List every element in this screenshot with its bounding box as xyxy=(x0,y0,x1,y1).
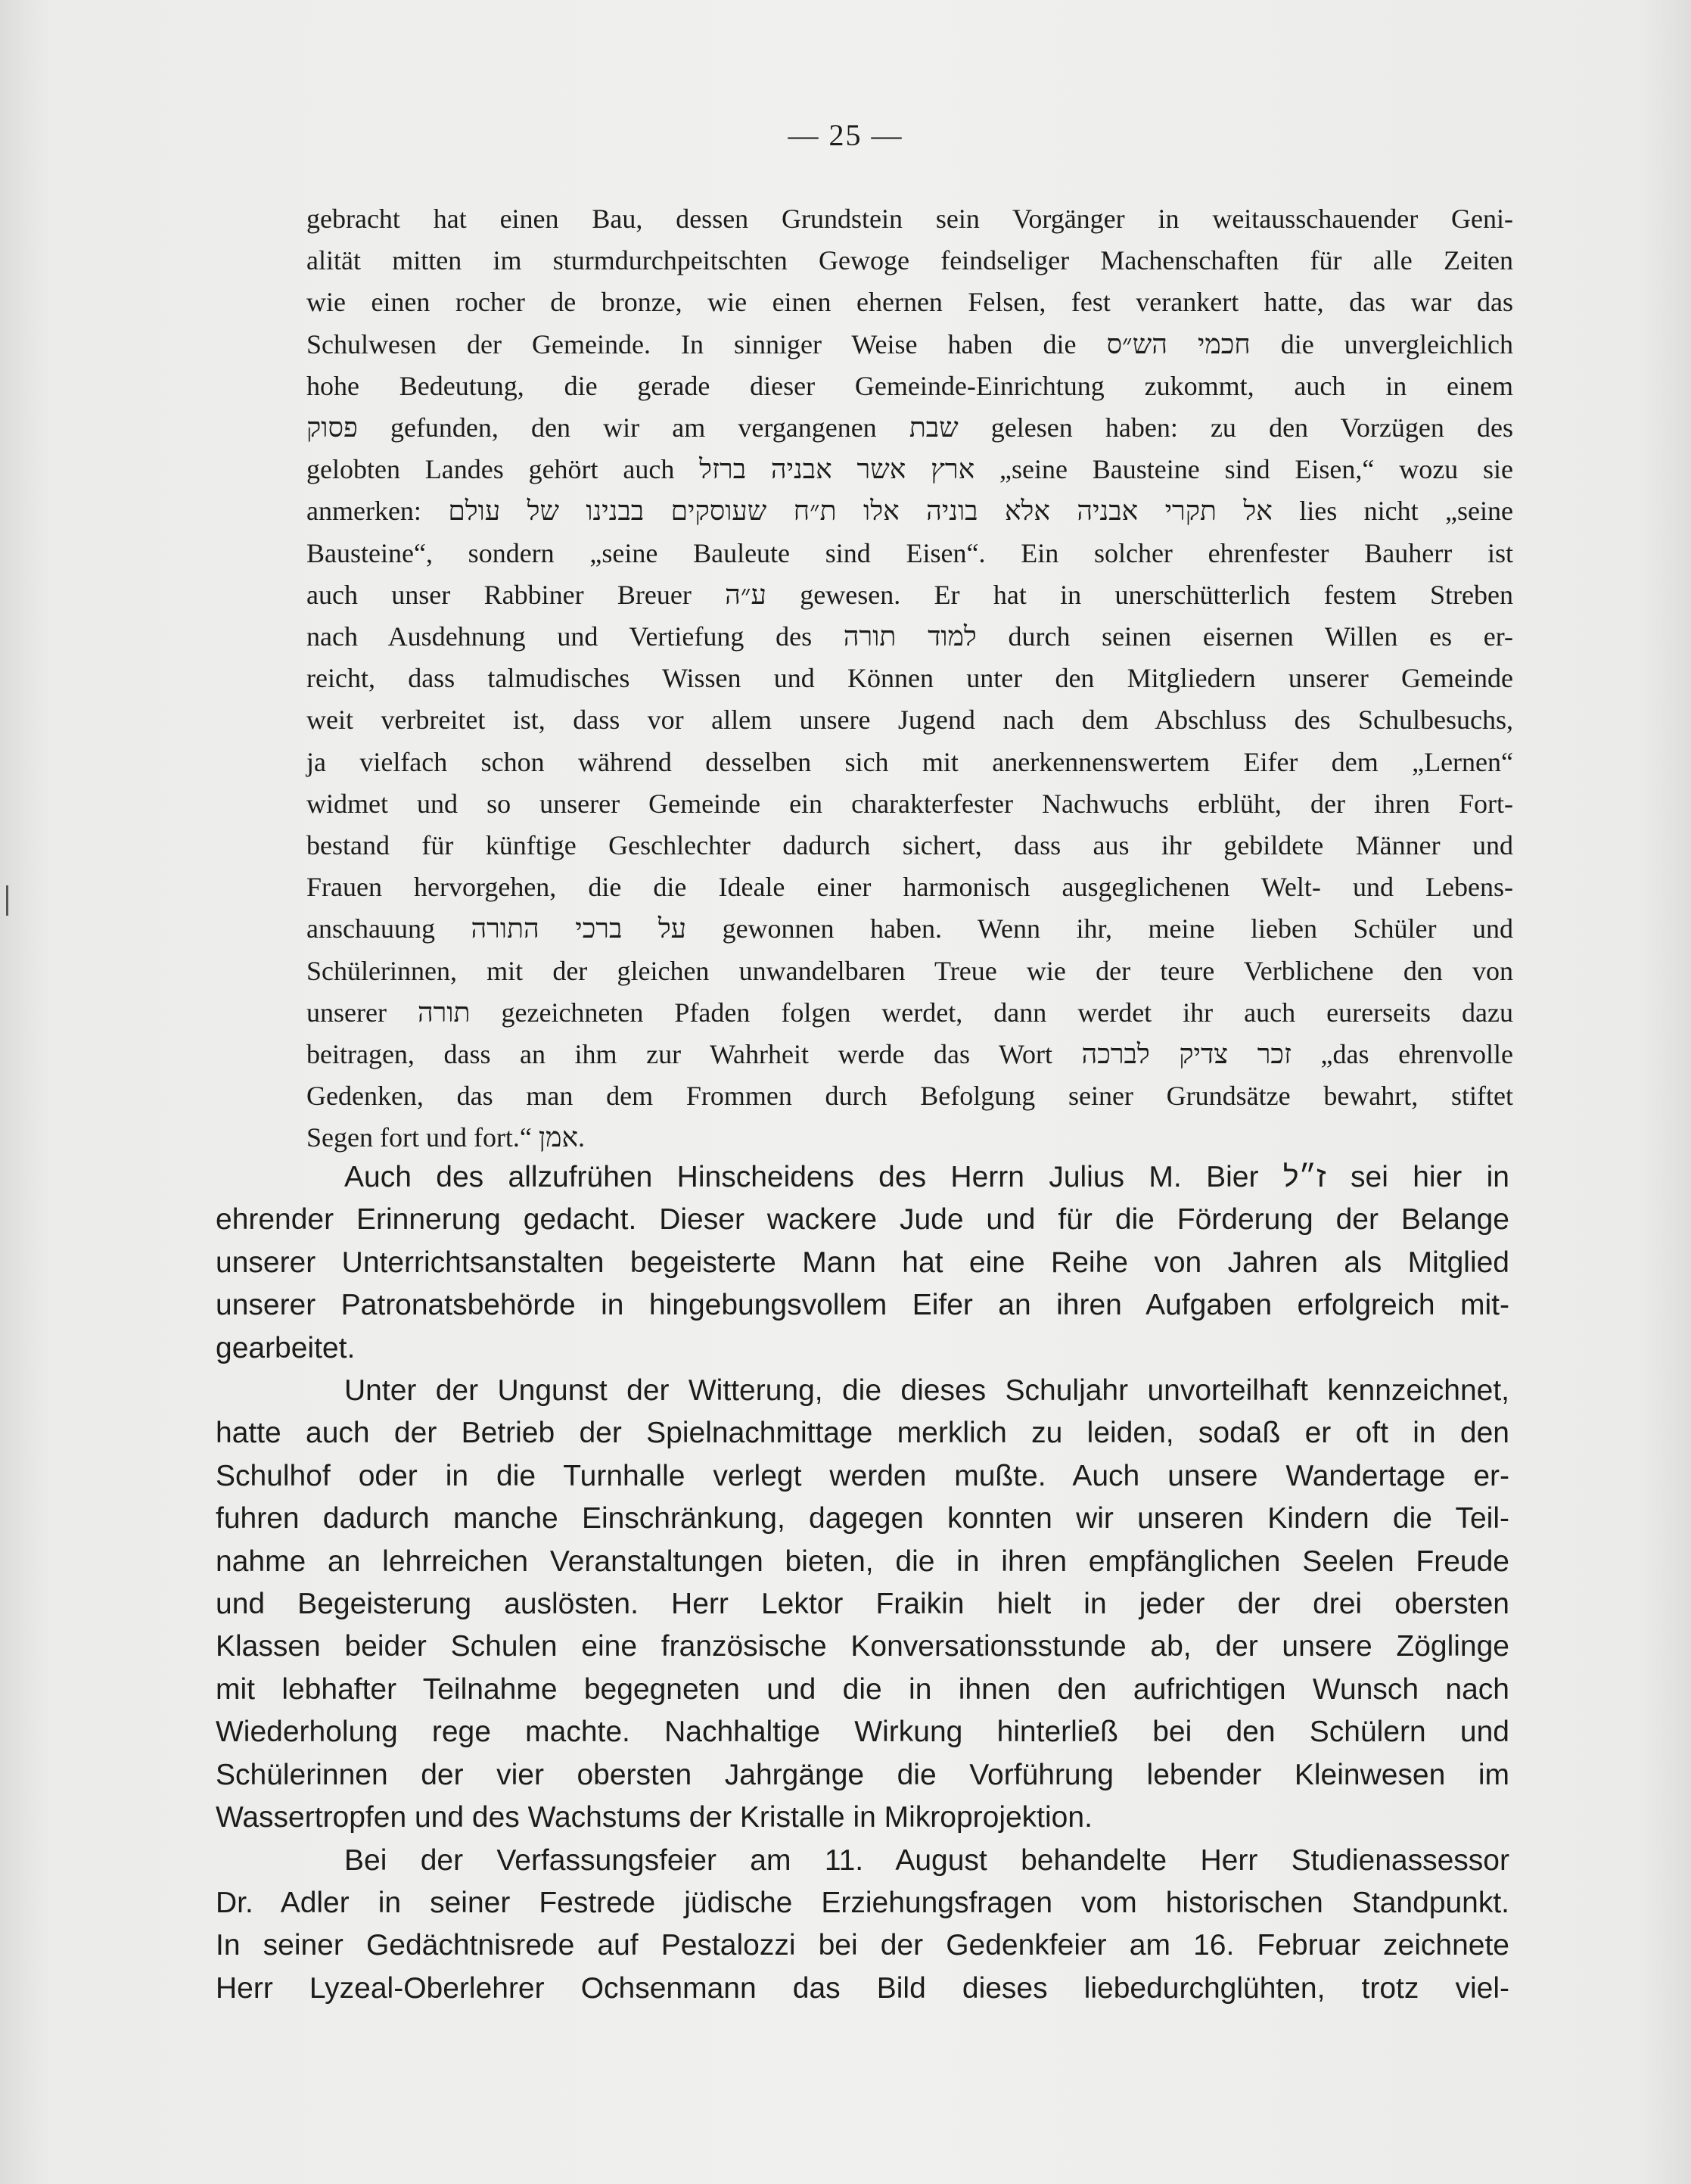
text-line: gebracht hat einen Bau, dessen Grundstein sein Vorgänger in weitausschauender Geni- xyxy=(306,204,1513,234)
text-line: Wiederholung rege machte. Nachhaltige Wirkung hinterließ bei den Schülern und xyxy=(216,1716,1509,1749)
text-line: Frauen hervorgehen, die die Ideale einer harmonisch ausgeglichenen Welt- und Lebens- xyxy=(306,872,1513,903)
text-line: mit lebhafter Teilnahme begegneten und die in ihnen den aufrichtigen Wunsch nach xyxy=(216,1672,1509,1706)
text-line: und Begeisterung auslösten. Herr Lektor Fraikin hielt in jeder der drei obersten xyxy=(216,1588,1509,1621)
paragraph-group xyxy=(216,1156,1509,2010)
text-line: anmerken: אל תקרי אבניה אלא בוניה אלו ת״ח שעוסקים בבנינו של עולם lies nicht „seine xyxy=(306,496,1513,527)
text-line: fuhren dadurch manche Einschränkung, dagegen konnten wir unseren Kindern die Teil- xyxy=(216,1502,1509,1535)
text-line: alität mitten im sturmdurchpeitschten Gewoge feindseliger Machenschaften für alle Zeiten xyxy=(306,245,1513,276)
text-line: In seiner Gedächtnisrede auf Pestalozzi bei der Gedenkfeier am 16. Februar zeichnete xyxy=(216,1929,1509,1962)
text-line: Wassertropfen und des Wachstums der Kristalle in Mikroprojektion. xyxy=(216,1801,1093,1834)
page-number: — 25 — xyxy=(788,118,903,152)
paragraph-3 xyxy=(216,1370,1509,1839)
text-line: Schülerinnen, mit der gleichen unwandelbaren Treue wie der teure Verblichene den von xyxy=(306,955,1513,986)
text-line: wie einen rocher de bronze, wie einen ehernen Felsen, fest verankert hatte, das war das xyxy=(306,287,1513,318)
text-line: beitragen, dass an ihm zur Wahrheit werde das Wort זכר צדיק לברכה „das ehrenvolle xyxy=(306,1039,1513,1070)
text-line: hatte auch der Betrieb der Spielnachmittage merklich zu leiden, sodaß er oft in den xyxy=(216,1417,1509,1450)
paragraph-2 xyxy=(216,1156,1509,1370)
text-line: reicht, dass talmudisches Wissen und Können unter den Mitgliedern unserer Gemeinde xyxy=(306,663,1513,694)
text-line: Bei der Verfassungsfeier am 11. August behandelte Herr Studienassessor xyxy=(344,1843,1509,1877)
text-line: auch unser Rabbiner Breuer ע״ה gewesen. Er hat in unerschütterlich festem Streben xyxy=(306,579,1513,610)
margin-mark xyxy=(6,885,8,916)
text-line: Klassen beider Schulen eine französische Konversationsstunde ab, der unsere Zöglinge xyxy=(216,1630,1509,1663)
text-line: Schülerinnen der vier obersten Jahrgänge die Vorführung lebender Kleinwesen im xyxy=(216,1758,1509,1791)
text-line: unserer Unterrichtsanstalten begeisterte Mann hat eine Reihe von Jahren als Mitglied xyxy=(216,1246,1509,1279)
text-line: ehrender Erinnerung gedacht. Dieser wackere Jude und für die Förderung der Belange xyxy=(216,1203,1509,1237)
text-line: gearbeitet. xyxy=(216,1331,356,1364)
text-line: Auch des allzufrühen Hinscheidens des Herrn Julius M. Bier ז״ל sei hier in xyxy=(344,1161,1509,1193)
text-line: nahme an lehrreichen Veranstaltungen bieten, die in ihren empfänglichen Seelen Freude xyxy=(216,1545,1509,1578)
text-line: nach Ausdehnung und Vertiefung des למוד תורה durch seinen eisernen Willen es er- xyxy=(306,621,1514,652)
text-line: gelobten Landes gehört auch ארץ אשר אבניה ברזל „seine Bausteine sind Eisen,“ wozu sie xyxy=(306,454,1513,485)
text-line: widmet und so unserer Gemeinde ein charakterfester Nachwuchs erblüht, der ihren Fort- xyxy=(306,788,1513,819)
text-line: Bausteine“, sondern „seine Bauleute sind Eisen“. Ein solcher ehrenfester Bauherr ist xyxy=(306,537,1513,568)
text-line: Schulwesen der Gemeinde. In sinniger Weise haben die חכמי הש״ס die unvergleichlich xyxy=(306,328,1513,359)
text-line: anschauung על ברכי התורה gewonnen haben. Wenn ihr, meine lieben Schüler und xyxy=(306,913,1513,944)
text-line: Schulhof oder in die Turnhalle verlegt werden mußte. Auch unsere Wandertage er- xyxy=(216,1459,1509,1492)
text-line: hohe Bedeutung, die gerade dieser Gemeinde-Einrichtung zukommt, auch in einem xyxy=(306,370,1513,401)
text-line: unserer תורה gezeichneten Pfaden folgen werdet, dann werdet ihr auch eurerseits dazu xyxy=(306,997,1513,1028)
paragraph-1 xyxy=(306,198,1513,1159)
text-line: unserer Patronatsbehörde in hingebungsvollem Eifer an ihren Aufgaben erfolgreich mit- xyxy=(216,1289,1509,1322)
text-line: bestand für künftige Geschlechter dadurch sichert, dass aus ihr gebildete Männer und xyxy=(306,830,1513,861)
text-line: Segen fort und fort.“ אמן. xyxy=(306,1122,586,1153)
text-line: Dr. Adler in seiner Festrede jüdische Erziehungsfragen vom historischen Standpunkt. xyxy=(216,1886,1509,1919)
text-line: ja vielfach schon während desselben sich mit anerkennenswertem Eifer dem „Lernen“ xyxy=(306,746,1513,777)
text-line: Unter der Ungunst der Witterung, die dieses Schuljahr unvorteilhaft kennzeichnet, xyxy=(344,1374,1509,1408)
paragraph-4 xyxy=(216,1840,1509,2011)
text-line: Herr Lyzeal-Oberlehrer Ochsenmann das Bild dieses liebedurchglühten, trotz viel- xyxy=(216,1971,1509,2005)
text-line: פסוק gefunden, den wir am vergangenen שבת gelesen haben: zu den Vorzügen des xyxy=(306,412,1513,443)
text-line: weit verbreitet ist, dass vor allem unsere Jugend nach dem Abschluss des Schulbesuchs, xyxy=(306,705,1513,736)
text-line: Gedenken, das man dem Frommen durch Befolgung seiner Grundsätze bewahrt, stiftet xyxy=(306,1081,1513,1112)
